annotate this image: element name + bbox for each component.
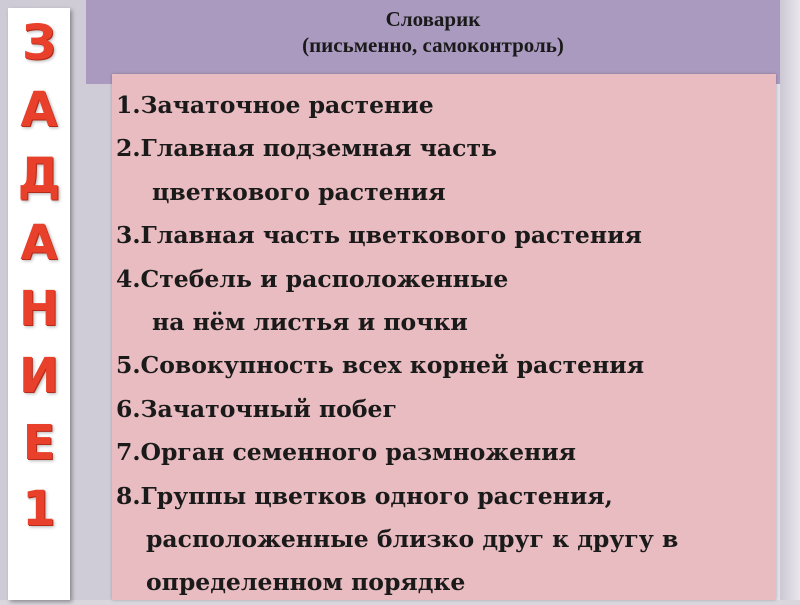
subtitle-line: (письменно, самоконтроль)	[302, 33, 564, 57]
vertical-task-word	[8, 10, 70, 543]
list-item-continuation: на нём листья и почки	[152, 308, 468, 337]
list-item: 8.Группы цветков одного растения,	[116, 481, 613, 510]
slide-right-edge	[780, 0, 800, 600]
list-item: 6.Зачаточный побег	[116, 394, 397, 423]
list-item: 7.Орган семенного размножения	[116, 438, 577, 467]
slide-title	[86, 6, 780, 58]
list-item-continuation: расположенные близко друг к другу в	[146, 525, 679, 554]
list-item: 1.Зачаточное растение	[116, 91, 434, 119]
list-item: 2.Главная подземная часть	[116, 134, 497, 163]
list-item: 5.Совокупность всех корней растения	[116, 351, 645, 380]
vertical-letter: 1	[22, 481, 56, 538]
vertical-letter: Е	[22, 414, 56, 471]
title-line: Словарик	[385, 7, 481, 31]
vertical-letter: З	[21, 15, 57, 71]
vertical-letter: Д	[17, 148, 61, 205]
vertical-letter: А	[20, 81, 58, 138]
vertical-letter: А	[20, 214, 58, 271]
vocabulary-list	[116, 84, 772, 605]
vertical-banner	[8, 8, 70, 600]
list-item-continuation: цветкового растения	[152, 177, 446, 206]
list-item-continuation: определенном порядке	[146, 568, 466, 597]
vertical-letter: Н	[18, 281, 60, 338]
list-item: 4.Стебель и расположенные	[116, 264, 509, 293]
vertical-letter: И	[18, 347, 60, 404]
list-item: 3.Главная часть цветкового растения	[116, 221, 642, 250]
